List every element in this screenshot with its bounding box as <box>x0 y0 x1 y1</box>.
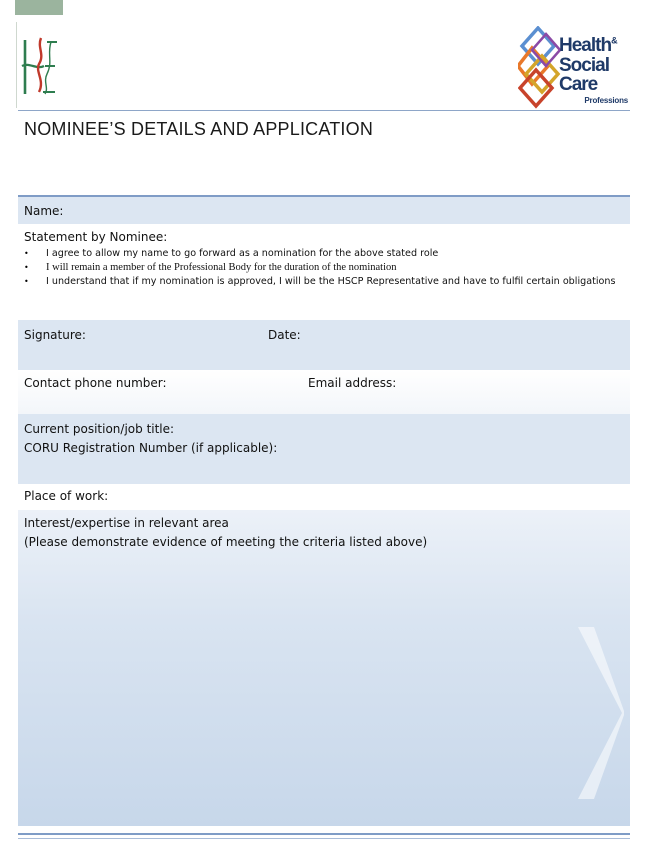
statement-item <box>24 276 630 290</box>
header-divider <box>18 110 630 111</box>
form-bottom-divider <box>18 833 630 835</box>
position-label: Current position/job title: <box>24 422 175 436</box>
statement-text: I understand that if my nomination is approved, I will be the HSCP Representative and have to fulfil certain obligations <box>46 276 616 287</box>
signature-label: Signature: <box>24 328 86 342</box>
statement-label: Statement by Nominee: <box>24 230 168 244</box>
hscp-logo-health: Health <box>559 35 612 56</box>
top-tab-decoration <box>15 0 63 15</box>
hscp-logo-text <box>559 36 632 105</box>
form-bottom-divider-thin <box>18 838 630 839</box>
place-of-work-row[interactable] <box>18 484 630 510</box>
coru-label: CORU Registration Number (if applicable): <box>24 441 278 455</box>
interest-area[interactable] <box>18 510 630 826</box>
email-label: Email address: <box>308 376 397 390</box>
contact-row[interactable] <box>18 370 630 414</box>
hscp-logo-amp: & <box>611 35 618 46</box>
hse-logo-mark <box>17 22 63 108</box>
hscp-logo-mark <box>518 26 562 110</box>
bullet-icon: • <box>24 277 29 286</box>
name-row[interactable] <box>18 197 630 224</box>
hscp-logo-professions: Professions <box>584 96 628 105</box>
name-label: Name: <box>24 204 64 218</box>
hse-logo <box>16 22 63 108</box>
statement-text: I will remain a member of the Professional Body for the duration of the nomination <box>46 262 397 273</box>
statement-item <box>24 248 630 262</box>
bullet-icon: • <box>24 263 29 272</box>
page-title: NOMINEE’S DETAILS AND APPLICATION <box>24 119 374 139</box>
bullet-icon: • <box>24 249 29 258</box>
date-label: Date: <box>268 328 301 342</box>
interest-label: Interest/expertise in relevant area <box>24 516 229 530</box>
statement-item <box>24 262 630 276</box>
contact-phone-label: Contact phone number: <box>24 376 167 390</box>
statement-list <box>24 248 630 290</box>
position-row[interactable] <box>18 414 630 484</box>
chevron-right-icon <box>572 623 628 803</box>
place-of-work-label: Place of work: <box>24 489 109 503</box>
hscp-logo-social-care: Social Care <box>559 55 609 95</box>
hscp-logo <box>518 26 632 110</box>
interest-sub-label: (Please demonstrate evidence of meeting the criteria listed above) <box>24 535 428 549</box>
statement-text: I agree to allow my name to go forward as a nomination for the above stated role <box>46 248 439 259</box>
signature-row[interactable] <box>18 320 630 370</box>
